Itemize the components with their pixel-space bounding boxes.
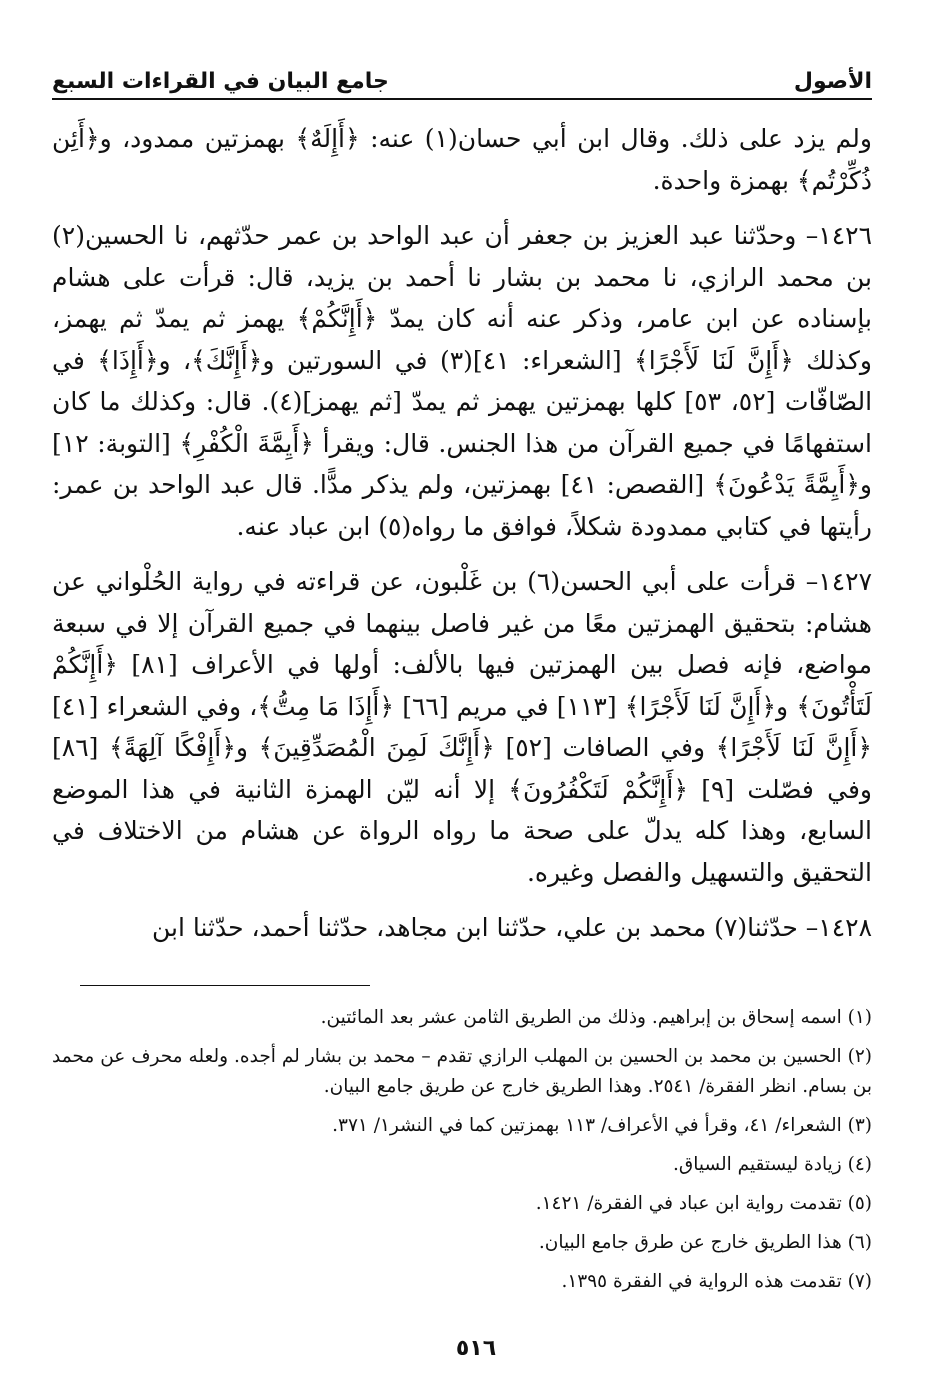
footnote: (٣) الشعراء/ ٤١، وقرأ في الأعراف/ ١١٣ بهمزتين كما في النشر١/ ٣٧١. — [332, 1115, 872, 1136]
chapter-title: الأصول — [793, 69, 872, 94]
paragraph: ١٤٢٦– وحدّثنا عبد العزيز بن جعفر أن عبد الواحد بن عمر حدّثهم، نا الحسين(٢) بن محمد الرازي، نا محمد بن بشار نا أحمد بن يزيد، قال: قرأت على هشام بإسناده عن ابن عامر، وذكر عنه أنه كان يمدّ ﴿أَإِنَّكُمْ﴾ يهمز ثم يمدّ ثم يهمز، وكذلك ﴿أَإِنَّ لَنَا لَأَجْرًا﴾ [الشعراء: ٤١](٣) في السورتين و﴿أَإِنَّكَ﴾، و﴿أَإِذَا﴾ في الصّافّات [٥٢، ٥٣] كلها بهمزتين يهمز ثم يمدّ [ثم يهمز](٤). قال: وكذلك ما كان استفهامًا في جميع القرآن من هذا الجنس. قال: ويقرأ ﴿أَيِمَّةَ الْكُفْرِ﴾ [التوبة: ١٢] و﴿أَيِمَّةً يَدْعُونَ﴾ [القصص: ٤١] بهمزتين، ولم يذكر مدًّا. قال عبد الواحد بن عمر: رأيتها في كتابي ممدودة شكلاً، فوافق ما رواه(٥) ابن عباد عنه. — [52, 221, 873, 541]
paragraph: ١٤٢٨– حدّثنا(٧) محمد بن علي، حدّثنا ابن مجاهد، حدّثنا أحمد، حدّثنا ابن — [152, 913, 872, 942]
footnote: (٦) هذا الطريق خارج عن طرق جامع البيان. — [538, 1232, 872, 1253]
footnote: (٧) تقدمت هذه الرواية في الفقرة ١٣٩٥. — [561, 1271, 872, 1292]
running-header — [52, 58, 872, 94]
footnote-divider — [80, 985, 370, 986]
footnotes — [52, 1003, 872, 1306]
header-divider — [52, 98, 872, 100]
main-text — [52, 118, 872, 963]
paragraph: ولم يزد على ذلك. وقال ابن أبي حسان(١) عنه: ﴿أَإِلَهٌ﴾ بهمزتين ممدود، و﴿أَئِن ذُكِّرْتُم﴾ بهمزة واحدة. — [52, 124, 872, 195]
book-title: جامع البيان في القراءات السبع — [52, 69, 389, 94]
footnote: (٤) زيادة ليستقيم السياق. — [673, 1154, 872, 1175]
paragraph: ١٤٢٧– قرأت على أبي الحسن(٦) بن غَلْبون، عن قراءته في رواية الحُلْواني عن هشام: بتحقيق الهمزتين معًا من غير فاصل بينهما في جميع القرآن إلا في سبعة مواضع، فإنه فصل بين الهمزتين فيها بالألف: أولها في الأعراف [٨١] ﴿أَإِنَّكُمْ لَتَأْتُونَ﴾ و﴿أَإِنَّ لَنَا لَأَجْرًا﴾ [١١٣] في مريم [٦٦] ﴿أَإِذَا مَا مِتُّ﴾، وفي الشعراء [٤١] ﴿أَإِنَّ لَنَا لَأَجْرًا﴾ وفي الصافات [٥٢] ﴿أَإِنَّكَ لَمِنَ الْمُصَدِّقِينَ﴾ و﴿أَإِفْكًا آلِهَةً﴾ [٨٦] وفي فصّلت [٩] ﴿أَإِنَّكُمْ لَتَكْفُرُونَ﴾ إلا أنه ليّن الهمزة الثانية في هذا الموضع السابع، وهذا كله يدلّ على صحة ما رواه الرواة عن هشام من الاختلاف في التحقيق والتسهيل والفصل وغيره. — [52, 567, 872, 887]
footnote: (٥) تقدمت رواية ابن عباد في الفقرة/ ١٤٢١. — [535, 1193, 872, 1214]
page-number: ٥١٦ — [455, 1336, 497, 1361]
footnote: (١) اسمه إسحاق بن إبراهيم. وذلك من الطريق الثامن عشر بعد المائتين. — [320, 1007, 872, 1028]
footnote: (٢) الحسين بن محمد بن الحسين بن المهلب الرازي تقدم – محمد بن بشار لم أجده. ولعله محرف عن محمد بن بسام. انظر الفقرة/ ٢٥٤١. وهذا الطريق خارج عن طريق جامع البيان. — [52, 1046, 872, 1097]
